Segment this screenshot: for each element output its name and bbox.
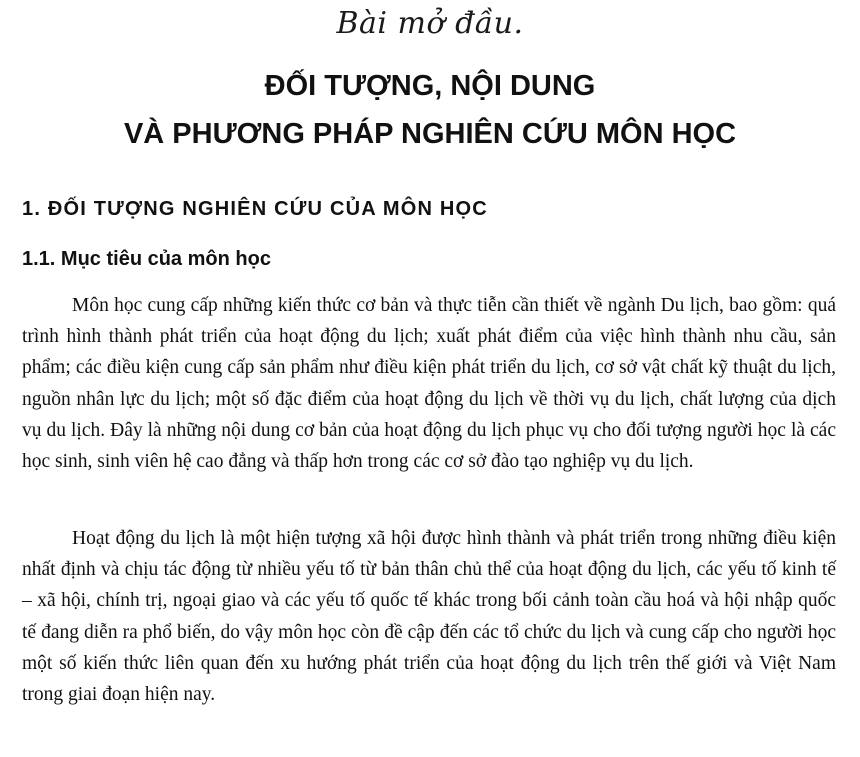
body-paragraph-1: Môn học cung cấp những kiến thức cơ bản và thực tiễn cần thiết về ngành Du lịch, bao gồm: quá trình hình thành phát triển của hoạt động du lịch; xuất phát điểm của việc hình thành nhu cầu, sản phẩm; các điều kiện cung cấp sản phẩm như điều kiện phát triển du lịch, cơ sở vật chất kỹ thuật du lịch, nguồn nhân lực du lịch; một số đặc điểm của hoạt động du lịch về thời vụ du lịch, chất lượng của dịch vụ du lịch. Đây là những nội dung cơ bản của hoạt động du lịch phục vụ cho đối tượng người học là các học sinh, sinh viên hệ cao đẳng và thấp hơn trong các cơ sở đào tạo nghiệp vụ du lịch. — [22, 295, 836, 473]
page-title-line-2: VÀ PHƯƠNG PHÁP NGHIÊN CỨU MÔN HỌC — [123, 118, 737, 150]
subsection-heading: 1.1. Mục tiêu của môn học — [22, 248, 271, 270]
page-title-line-1: ĐỐI TƯỢNG, NỘI DUNG — [264, 70, 596, 102]
section-heading: 1. ĐỐI TƯỢNG NGHIÊN CỨU CỦA MÔN HỌC — [22, 198, 488, 220]
body-paragraph-2: Hoạt động du lịch là một hiện tượng xã hội được hình thành và phát triển trong những điều kiện nhất định và chịu tác động từ nhiều yếu tố từ bản thân chủ thể của hoạt động du lịch, các yếu tố kinh tế – xã hội, chính trị, ngoại giao và các yếu tố quốc tế khác trong bối cảnh toàn cầu hoá và hội nhập quốc tế đang diễn ra phổ biến, do vậy môn học còn đề cập đến các tổ chức du lịch và cung cấp cho người học một số kiến thức liên quan đến xu hướng phát triển của hoạt động du lịch trên thế giới và Việt Nam trong giai đoạn hiện nay. — [22, 528, 836, 706]
lesson-label: Bài mở đầu. — [336, 6, 524, 41]
